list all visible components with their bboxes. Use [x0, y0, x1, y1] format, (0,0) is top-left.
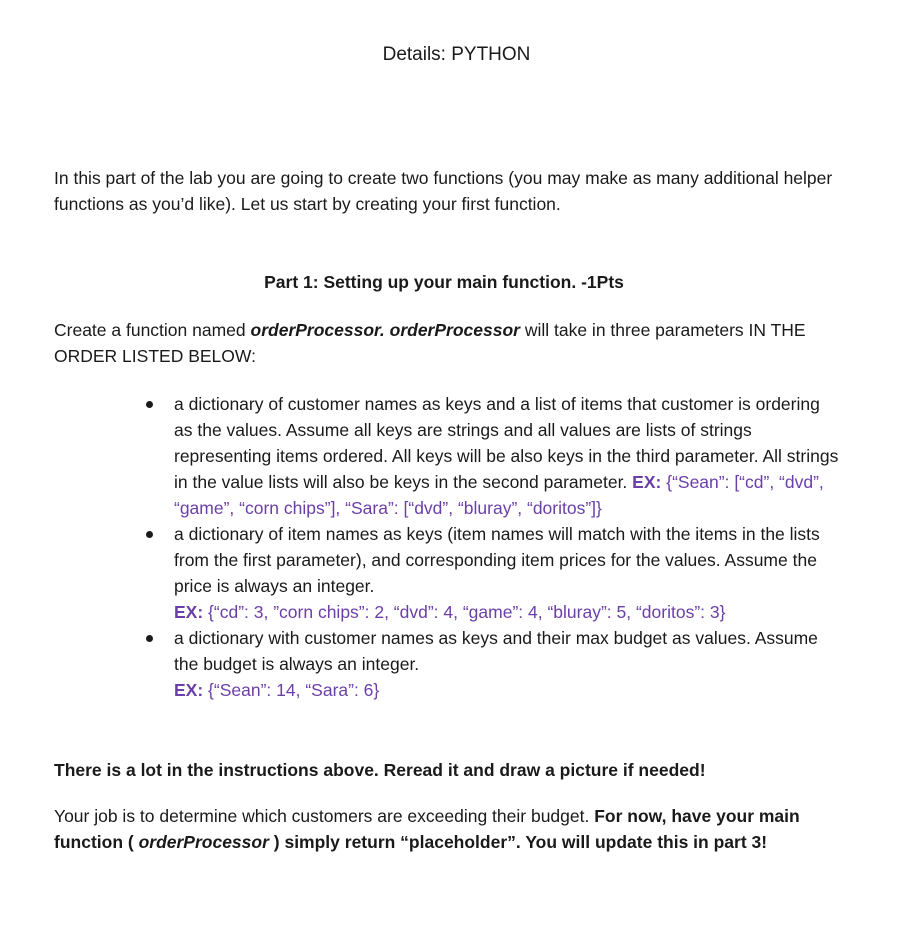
intro-paragraph: In this part of the lab you are going to create two functions (you may make as many additional helper functions as you’d like). Let us start by creating your first function.	[54, 168, 833, 214]
bullet-text: a dictionary of customer names as keys and a list of items that customer is ordering as the values. Assume all keys are strings and all values are lists of strings representing items ordered. All keys will be also keys in the third parameter. All strings in the value lists will also be keys in the second parameter.	[174, 394, 839, 492]
job-bold-1: For now, have your main function (	[54, 806, 800, 852]
example-text	[174, 680, 379, 700]
list-item	[140, 521, 840, 625]
create-prefix: Create a function named	[54, 320, 251, 340]
example-label: EX:	[632, 472, 662, 492]
list-item	[140, 625, 840, 703]
function-name: orderProcessor	[389, 320, 520, 340]
example-value: {“Sean”: 14, “Sara”: 6}	[203, 680, 380, 700]
function-name: orderProcessor	[138, 832, 269, 852]
create-suffix: will take in three parameters IN THE ORDER LISTED BELOW:	[54, 320, 806, 366]
job-prefix: Your job is to determine which customers are exceeding their budget.	[54, 806, 595, 826]
job-paragraph	[54, 803, 854, 855]
job-bold-2: ) simply return “placeholder”. You will update this in part 3!	[268, 832, 768, 852]
list-item	[140, 391, 840, 521]
bullet-text: a dictionary of item names as keys (item names will match with the items in the lists from the first parameter), and corresponding item prices for the values. Assume the price is always an integer.	[174, 524, 820, 596]
bullet-text: a dictionary with customer names as keys and their max budget as values. Assume the budget is always an integer.	[174, 628, 818, 674]
function-name: orderProcessor.	[250, 320, 385, 340]
example-text	[174, 602, 725, 622]
page-title: Details: PYTHON	[382, 44, 531, 65]
example-value: {“Sean”: [“cd”, “dvd”, “game”, “corn chips”], “Sara”: [“dvd”, “bluray”, “doritos”]}	[174, 472, 824, 518]
example-label: EX:	[174, 680, 204, 700]
create-function-paragraph	[54, 317, 854, 369]
warning-paragraph: There is a lot in the instructions above. Reread it and draw a picture if needed!	[54, 760, 706, 780]
part1-heading: Part 1: Setting up your main function. -1Pts	[264, 272, 624, 292]
parameter-list	[140, 391, 840, 703]
example-label: EX:	[174, 602, 204, 622]
example-value: {“cd”: 3, ”corn chips”: 2, “dvd”: 4, “game”: 4, “bluray”: 5, “doritos”: 3}	[203, 602, 726, 622]
